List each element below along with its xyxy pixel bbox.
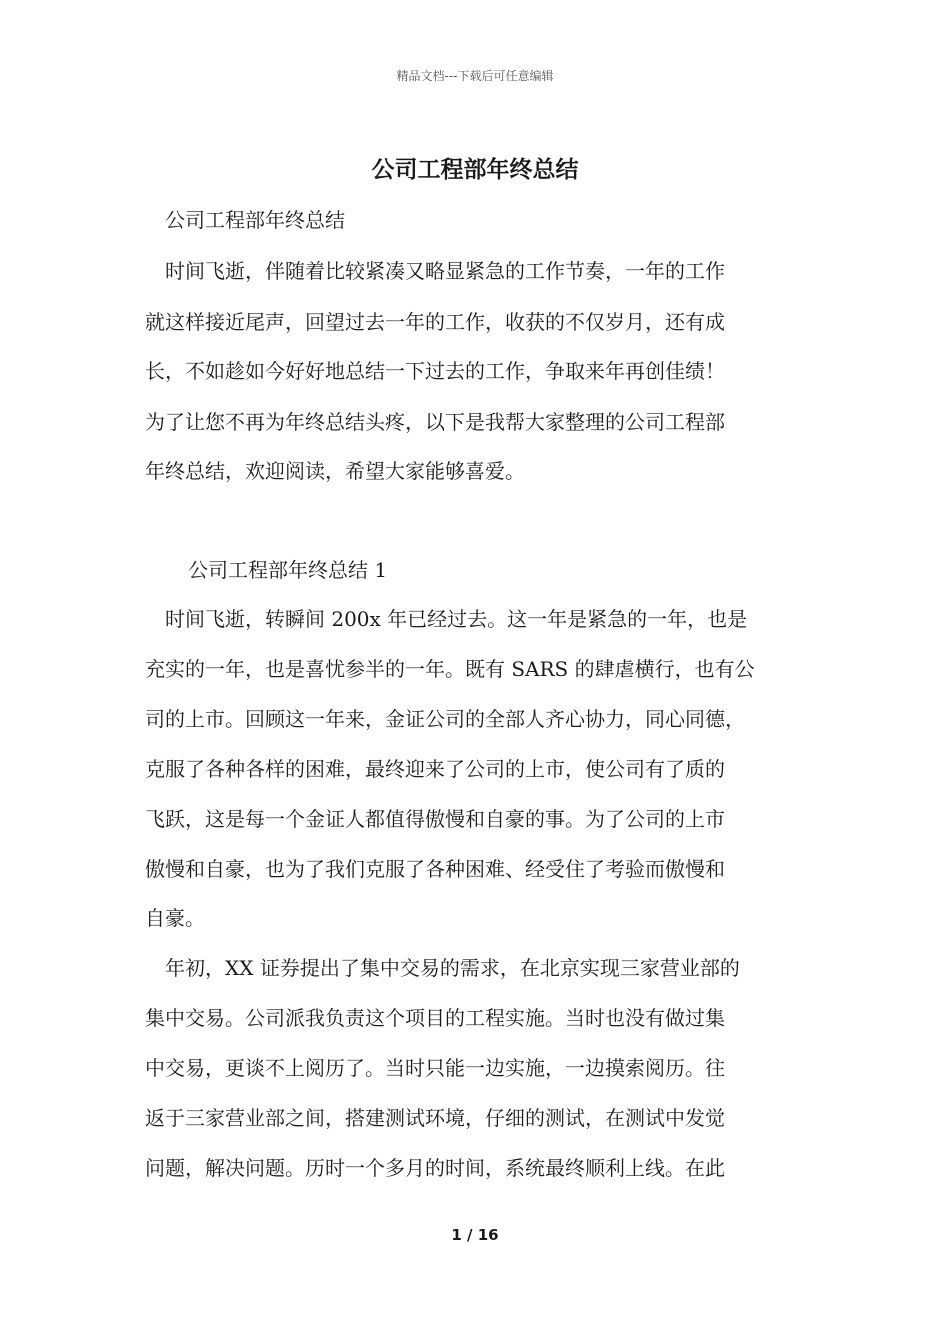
page-number: 1 / 16 bbox=[451, 1226, 499, 1244]
body-line: 返于三家营业部之间，搭建测试环境，仔细的测试，在测试中发觉 bbox=[145, 1106, 725, 1130]
body-line: 自豪。 bbox=[145, 906, 205, 930]
intro-line: 年终总结，欢迎阅读，希望大家能够喜爱。 bbox=[145, 459, 525, 483]
intro-line: 时间飞逝，伴随着比较紧凑又略显紧急的工作节奏，一年的工作 bbox=[165, 259, 725, 283]
intro-line: 就这样接近尾声，回望过去一年的工作，收获的不仅岁月，还有成 bbox=[145, 310, 725, 334]
body-line: 司的上市。回顾这一年来，金证公司的全部人齐心协力，同心同德， bbox=[145, 707, 745, 731]
body-line: 傲慢和自豪，也为了我们克服了各种困难、经受住了考验而傲慢和 bbox=[145, 857, 725, 881]
body-line: 问题，解决问题。历时一个多月的时间，系统最终顺利上线。在此 bbox=[145, 1156, 725, 1180]
body-line: 时间飞逝，转瞬间 200x 年已经过去。这一年是紧急的一年，也是 bbox=[165, 607, 748, 631]
subtitle: 公司工程部年终总结 bbox=[165, 208, 345, 232]
body-line: 集中交易。公司派我负责这个项目的工程实施。当时也没有做过集 bbox=[145, 1006, 725, 1030]
body-line: 年初，XX 证券提出了集中交易的需求，在北京实现三家营业部的 bbox=[165, 956, 740, 980]
document-title: 公司工程部年终总结 bbox=[371, 156, 579, 183]
section-heading: 公司工程部年终总结 1 bbox=[188, 558, 388, 582]
header-note: 精品文档---下载后可任意编辑 bbox=[396, 69, 554, 83]
intro-line: 为了让您不再为年终总结头疼，以下是我帮大家整理的公司工程部 bbox=[145, 410, 725, 434]
intro-line: 长，不如趁如今好好地总结一下过去的工作，争取来年再创佳绩！ bbox=[145, 359, 725, 383]
body-line: 飞跃，这是每一个金证人都值得傲慢和自豪的事。为了公司的上市 bbox=[145, 807, 725, 831]
body-line: 克服了各种各样的困难，最终迎来了公司的上市，使公司有了质的 bbox=[145, 757, 725, 781]
body-line: 充实的一年，也是喜忧参半的一年。既有 SARS 的肆虐横行，也有公 bbox=[145, 657, 755, 681]
body-line: 中交易，更谈不上阅历了。当时只能一边实施，一边摸索阅历。往 bbox=[145, 1056, 725, 1080]
